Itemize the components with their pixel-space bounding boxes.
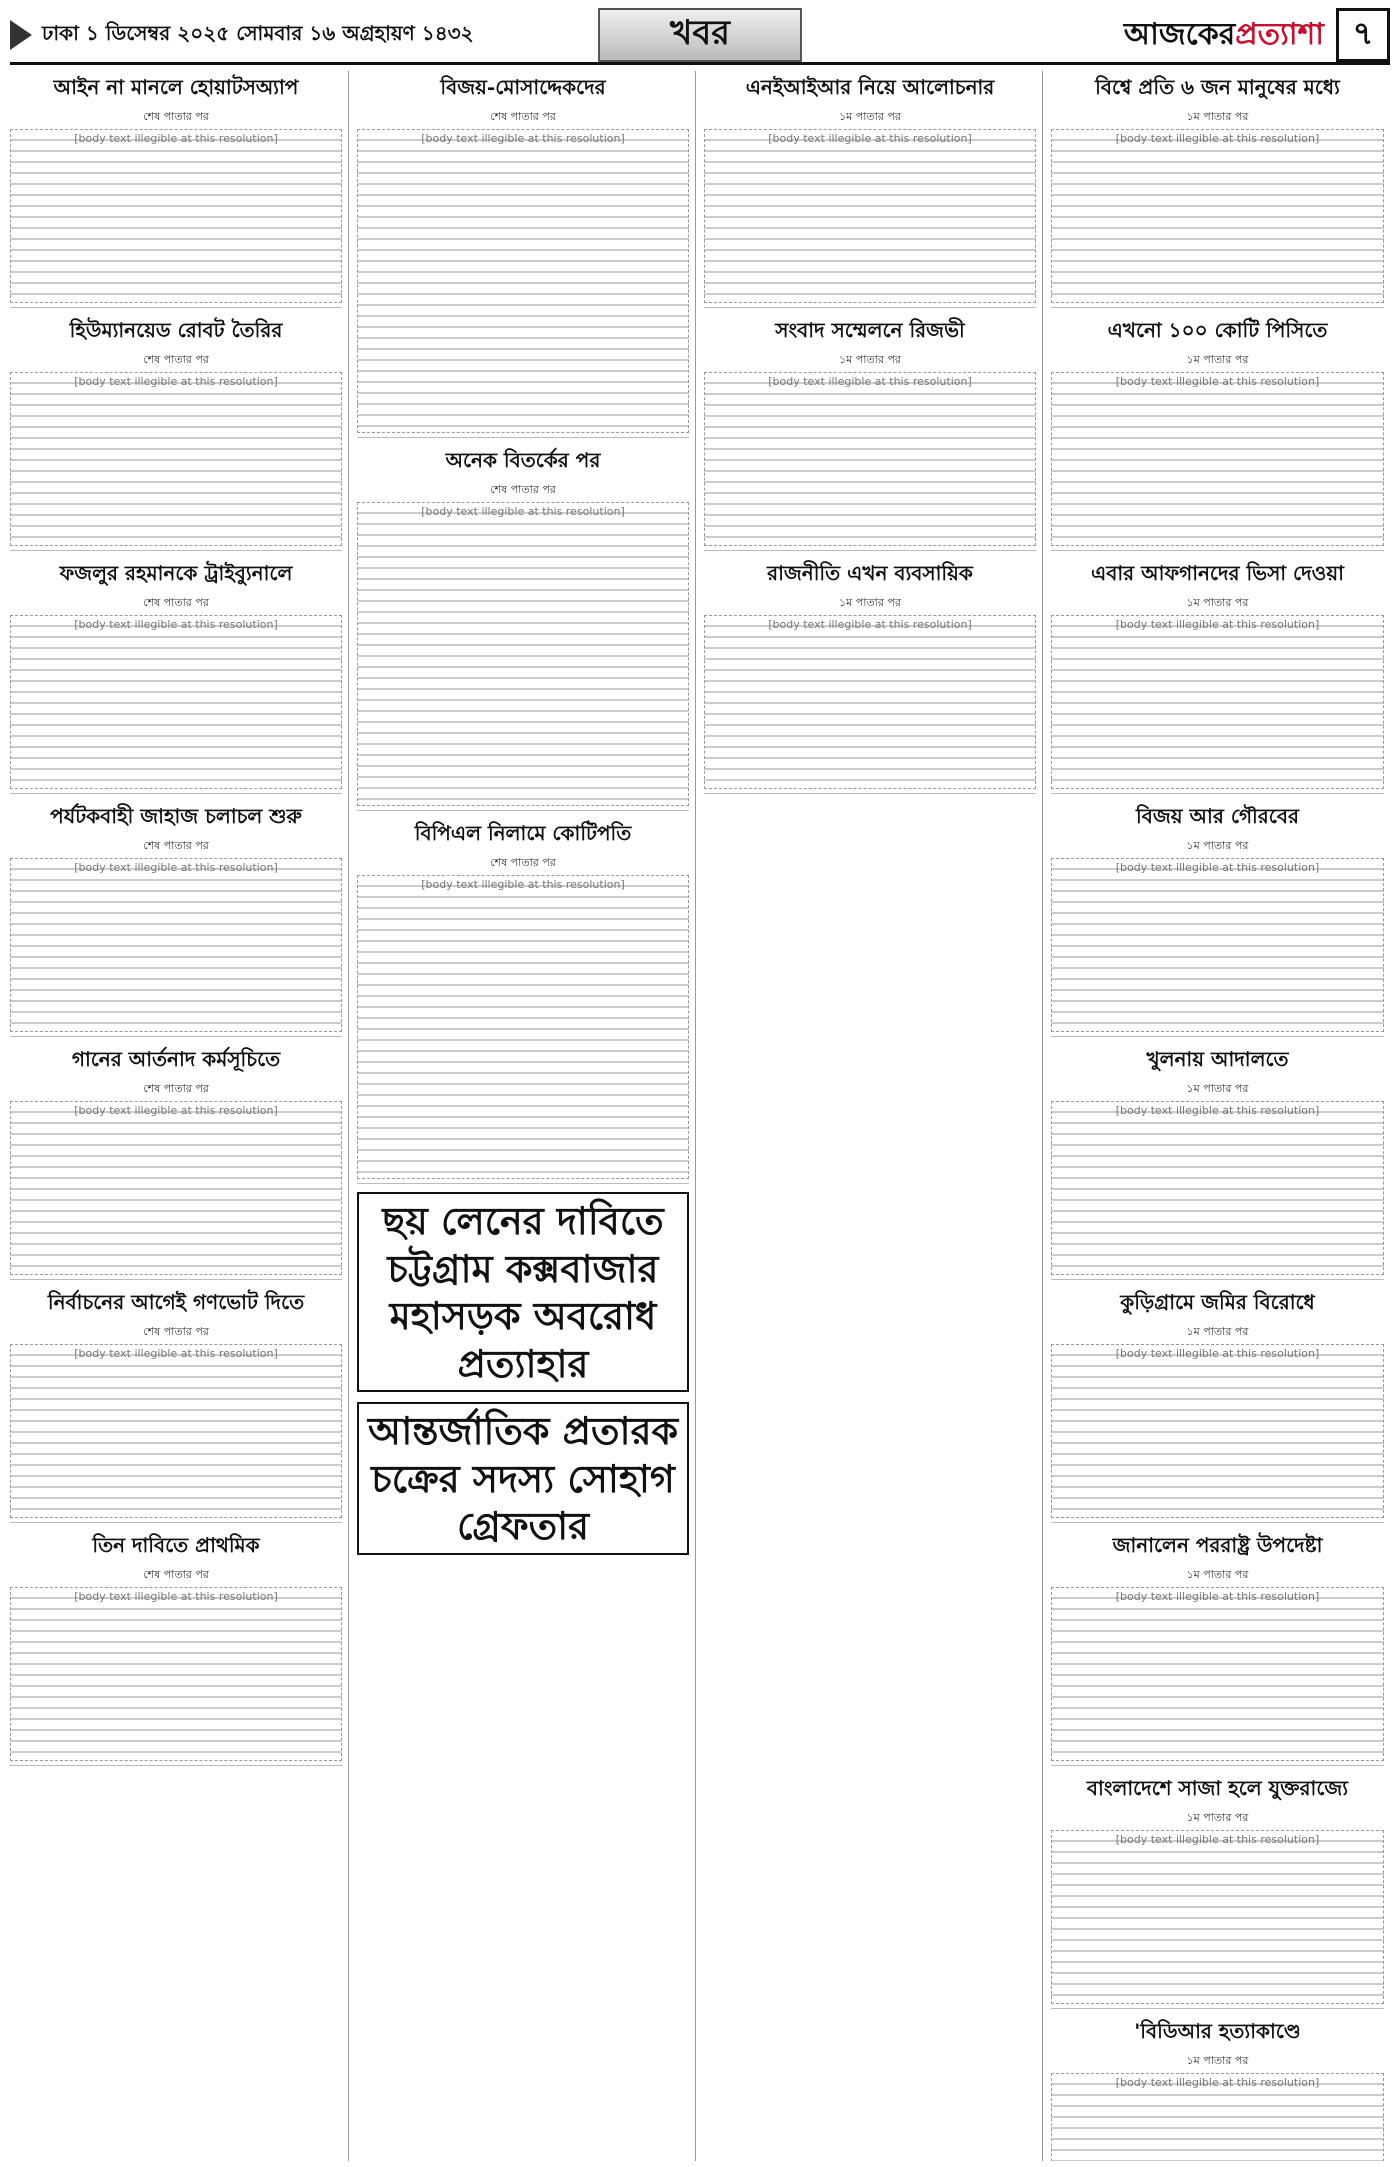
article-headline: বিশ্বে প্রতি ৬ জন মানুষের মধ্যে — [1095, 75, 1340, 99]
section-title: খবর — [598, 8, 802, 62]
article — [1051, 1529, 1384, 1766]
article-body: [body text illegible at this resolution] — [704, 372, 1036, 546]
article — [10, 1043, 342, 1280]
continuation-label: ১ম পাতার পর — [1186, 2054, 1249, 2067]
column-3 — [704, 71, 1043, 2161]
article-headline: নির্বাচনের আগেই গণভোট দিতে — [47, 1290, 305, 1314]
column-1 — [10, 71, 349, 2161]
newspaper-logo: আজকেরপ্রত্যাশা — [1123, 16, 1324, 52]
article-headline: খুলনায় আদালতে — [1146, 1047, 1289, 1071]
article — [704, 314, 1036, 551]
article — [10, 71, 342, 308]
article-columns — [10, 71, 1390, 2161]
article-body: [body text illegible at this resolution] — [10, 615, 342, 789]
article-headline: তিন দাবিতে প্রাথমিক — [92, 1533, 260, 1557]
article-body: [body text illegible at this resolution] — [1051, 615, 1384, 789]
article-body: [body text illegible at this resolution] — [1051, 2073, 1384, 2161]
page-number: ৭ — [1336, 8, 1390, 62]
article — [1051, 2015, 1384, 2161]
article — [10, 1286, 342, 1523]
continuation-label: ১ম পাতার পর — [1186, 839, 1249, 852]
continuation-label: ১ম পাতার পর — [1186, 1325, 1249, 1338]
article-body: [body text illegible at this resolution] — [1051, 1101, 1384, 1275]
continuation-label: শেষ পাতার পর — [143, 1082, 209, 1095]
article — [357, 444, 689, 811]
article-body: [body text illegible at this resolution] — [1051, 1830, 1384, 2004]
continuation-label: শেষ পাতার পর — [490, 110, 556, 123]
dateline: ঢাকা ১ ডিসেম্বর ২০২৫ সোমবার ১৬ অগ্রহায়ণ ১৪৩২ — [42, 20, 474, 45]
article — [704, 71, 1036, 308]
article-body: [body text illegible at this resolution] — [10, 1101, 342, 1275]
article-headline: সংবাদ সম্মেলনে রিজভী — [775, 318, 965, 342]
continuation-label: ১ম পাতার পর — [839, 596, 901, 609]
masthead — [10, 8, 1390, 65]
article-body: [body text illegible at this resolution] — [10, 858, 342, 1032]
article — [1051, 800, 1384, 1037]
article-headline: জানালেন পররাষ্ট্র উপদেষ্টা — [1112, 1533, 1323, 1557]
continuation-label: শেষ পাতার পর — [143, 110, 209, 123]
article — [704, 557, 1036, 794]
continuation-label: শেষ পাতার পর — [143, 1568, 209, 1581]
article-body: [body text illegible at this resolution] — [357, 502, 689, 806]
article-headline: বাংলাদেশে সাজা হলে যুক্তরাজ্যে — [1086, 1776, 1349, 1800]
article-headline: 'বিডিআর হত্যাকাণ্ডে — [1134, 2019, 1301, 2043]
article-headline: আইন না মানলে হোয়াটসঅ্যাপ — [53, 75, 299, 99]
article — [1051, 1043, 1384, 1280]
article-body: [body text illegible at this resolution] — [704, 129, 1036, 303]
continuation-label: শেষ পাতার পর — [490, 483, 556, 496]
article-headline: অনেক বিতর্কের পর — [445, 448, 601, 472]
article — [1051, 1772, 1384, 2009]
continuation-label: শেষ পাতার পর — [143, 596, 209, 609]
continuation-label: ১ম পাতার পর — [839, 353, 901, 366]
article-headline: বিজয়-মোসাদ্দেকদের — [440, 75, 606, 99]
continuation-label: ১ম পাতার পর — [1186, 1082, 1249, 1095]
article-headline: হিউম্যানয়েড রোবট তৈরির — [69, 318, 283, 342]
article — [357, 71, 689, 438]
article-body: [body text illegible at this resolution] — [1051, 1344, 1384, 1518]
article — [1051, 557, 1384, 794]
feature-headline: আন্তর্জাতিক প্রতারক চক্রের সদস্য সোহাগ গ্রেফতার — [357, 1402, 689, 1555]
continuation-label: ১ম পাতার পর — [1186, 1568, 1249, 1581]
feature-headline: ছয় লেনের দাবিতে চট্টগ্রাম কক্সবাজার মহাসড়ক অবরোধ প্রত্যাহার — [357, 1192, 689, 1392]
article-body: [body text illegible at this resolution] — [10, 1344, 342, 1518]
article — [357, 817, 689, 1184]
continuation-label: ১ম পাতার পর — [1186, 596, 1249, 609]
article-headline: বিপিএল নিলামে কোটিপতি — [414, 821, 632, 845]
article-body: [body text illegible at this resolution] — [1051, 129, 1384, 303]
article-headline: গানের আর্তনাদ কর্মসূচিতে — [71, 1047, 281, 1071]
article-body: [body text illegible at this resolution] — [10, 129, 342, 303]
article — [10, 314, 342, 551]
continuation-label: শেষ পাতার পর — [143, 1325, 209, 1338]
column-2 — [357, 71, 696, 2161]
article-headline: এখনো ১০০ কোটি পিসিতে — [1107, 318, 1328, 342]
article-headline: পর্যটকবাহী জাহাজ চলাচল শুরু — [50, 804, 302, 828]
article — [10, 1529, 342, 1766]
article — [1051, 314, 1384, 551]
continuation-label: ১ম পাতার পর — [1186, 1811, 1249, 1824]
article — [10, 557, 342, 794]
continuation-label: ১ম পাতার পর — [1186, 110, 1249, 123]
page-arrow-icon — [10, 20, 32, 50]
continuation-label: ১ম পাতার পর — [1186, 353, 1249, 366]
article-body: [body text illegible at this resolution] — [1051, 1587, 1384, 1761]
article-body: [body text illegible at this resolution] — [10, 372, 342, 546]
continuation-label: শেষ পাতার পর — [490, 856, 556, 869]
article-body: [body text illegible at this resolution] — [10, 1587, 342, 1761]
article-headline: রাজনীতি এখন ব্যবসায়িক — [767, 561, 973, 585]
article — [10, 800, 342, 1037]
article-body: [body text illegible at this resolution] — [357, 129, 689, 433]
article-headline: কুড়িগ্রামে জমির বিরোধে — [1120, 1290, 1315, 1314]
article — [1051, 71, 1384, 308]
article-headline: এবার আফগানদের ভিসা দেওয়া — [1091, 561, 1344, 585]
article-headline: এনইআইআর নিয়ে আলোচনার — [745, 75, 995, 99]
article-headline: বিজয় আর গৌরবের — [1136, 804, 1299, 828]
article-headline: ফজলুর রহমানকে ট্রাইব্যুনালে — [59, 561, 293, 585]
article-body: [body text illegible at this resolution] — [1051, 372, 1384, 546]
continuation-label: শেষ পাতার পর — [143, 839, 209, 852]
article-body: [body text illegible at this resolution] — [1051, 858, 1384, 1032]
continuation-label: ১ম পাতার পর — [839, 110, 901, 123]
column-4 — [1051, 71, 1390, 2161]
continuation-label: শেষ পাতার পর — [143, 353, 209, 366]
article — [1051, 1286, 1384, 1523]
article-body: [body text illegible at this resolution] — [357, 875, 689, 1179]
article-body: [body text illegible at this resolution] — [704, 615, 1036, 789]
